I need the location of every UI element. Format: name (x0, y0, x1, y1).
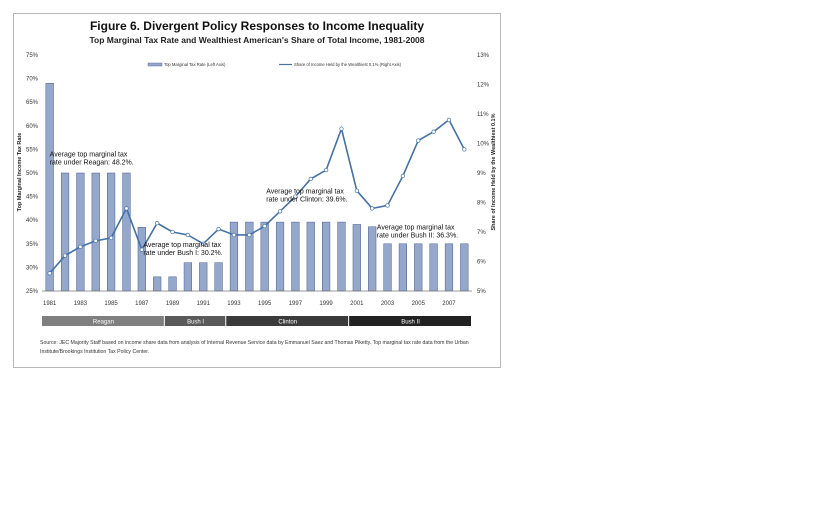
x-tick-label: 2001 (350, 301, 364, 307)
tax-rate-bar (215, 263, 223, 291)
annotation-text (266, 188, 347, 203)
tax-rate-bar (199, 263, 207, 291)
annotation-line: Average top marginal tax (376, 224, 455, 232)
x-tick-label: 1991 (196, 301, 210, 307)
income-share-point (463, 148, 467, 152)
annotation-line: rate under Reagan: 48.2%. (49, 159, 134, 167)
left-tick-label: 40% (25, 218, 38, 225)
era-label: Reagan (92, 319, 114, 326)
tax-rate-bar (460, 244, 468, 291)
era-label: Bush II (401, 319, 420, 326)
income-share-point (447, 118, 451, 122)
right-axis-title: Share of Income Held by the Wealthiest 0.1% (491, 113, 497, 231)
income-share-point (232, 233, 236, 237)
annotation-text (50, 151, 134, 166)
income-share-point (340, 127, 344, 131)
tax-rate-bar (46, 83, 54, 291)
legend-line-label: Share of Income Held by the Wealthiest 0.1% (Right Axis) (294, 62, 401, 67)
era-label: Bush I (187, 319, 205, 326)
tax-rate-bar (230, 222, 238, 291)
bar-series (46, 83, 468, 291)
x-tick-label: 1987 (135, 301, 149, 307)
x-tick-label: 2005 (411, 301, 425, 307)
right-tick-label: 7% (477, 230, 486, 236)
left-tick-label: 60% (25, 123, 38, 130)
tax-rate-bar (384, 244, 392, 291)
annotation-line: rate under Bush I: 30.2%. (143, 250, 223, 258)
income-share-point (217, 227, 221, 231)
right-tick-label: 13% (477, 53, 490, 59)
income-share-point (370, 207, 374, 211)
right-tick-label: 11% (477, 112, 489, 118)
income-share-point (324, 168, 328, 172)
income-share-point (171, 230, 175, 234)
x-tick-label: 2007 (442, 301, 456, 307)
income-share-point (432, 130, 436, 134)
tax-rate-bar (261, 222, 269, 291)
income-share-point (278, 210, 282, 214)
x-tick-label: 1997 (288, 301, 303, 307)
x-tick-label: 1983 (73, 301, 88, 307)
x-tick-label: 1993 (227, 301, 241, 307)
tax-rate-bar (169, 277, 177, 291)
x-axis (43, 301, 456, 307)
source-note: Source: JEC Majority Staff based on income share data from analysis of Internal Revenue Service data by Emmanuel Saez and Thomas Piketty. Top marginal tax rate data from the Urban Institute/Brookings Institution Tax Policy Center. (40, 340, 469, 355)
tax-rate-bar (445, 244, 453, 291)
right-tick-label: 10% (477, 141, 490, 148)
income-share-point (63, 254, 67, 258)
era-bands (42, 316, 471, 326)
left-tick-label: 45% (25, 194, 38, 201)
income-share-point (355, 189, 359, 193)
x-tick-label: 1989 (165, 301, 180, 307)
income-share-point (309, 177, 313, 181)
left-axis-title: Top Marginal Income Tax Rate (17, 132, 23, 212)
chart-subtitle: Top Marginal Tax Rate and Wealthiest American's Share of Total Income, 1981-2008 (89, 35, 425, 45)
tax-rate-bar (307, 222, 315, 291)
legend-bar-label: Top Marginal Tax Rate (Left Axis) (164, 62, 226, 67)
annotation-line: Average top marginal tax (266, 188, 344, 196)
right-tick-label: 8% (477, 200, 486, 207)
income-share-point (186, 233, 190, 237)
tax-rate-bar (414, 244, 422, 291)
x-tick-label: 1999 (319, 301, 333, 307)
tax-rate-bar (292, 222, 300, 291)
tax-rate-bar (276, 222, 284, 291)
income-share-point (125, 207, 129, 211)
tax-rate-bar (92, 173, 100, 291)
annotation-line: Average top marginal tax (143, 242, 222, 250)
right-tick-label: 12% (477, 82, 490, 89)
income-share-point (155, 221, 159, 225)
income-share-point (79, 245, 83, 249)
annotation-line: rate under Bush II: 36.3%. (376, 232, 459, 240)
tax-rate-bar (353, 224, 361, 291)
income-share-point (416, 139, 420, 143)
annotation-line: rate under Clinton: 39.6%. (266, 196, 348, 204)
left-tick-label: 75% (25, 53, 38, 59)
chart-title: Figure 6. Divergent Policy Responses to Income Inequality (89, 19, 425, 33)
right-tick-label: 6% (477, 259, 486, 266)
legend-bar-swatch (148, 63, 162, 66)
tax-rate-bar (399, 244, 407, 291)
left-axis (26, 53, 39, 295)
income-share-point (263, 224, 267, 228)
x-tick-label: 1985 (104, 301, 118, 307)
x-tick-label: 1995 (257, 301, 272, 307)
tax-rate-bar (61, 173, 69, 291)
left-tick-label: 35% (25, 241, 38, 248)
tax-rate-bar (368, 227, 376, 291)
income-share-point (248, 233, 252, 237)
income-share-point (94, 239, 98, 243)
left-tick-label: 30% (25, 265, 38, 272)
annotation-text (377, 225, 458, 240)
income-share-point (401, 174, 405, 178)
right-tick-label: 5% (477, 289, 486, 295)
legend (148, 62, 402, 67)
income-share-point (48, 272, 52, 276)
x-tick-label: 2003 (380, 301, 395, 307)
tax-rate-bar (245, 222, 253, 291)
tax-rate-bar (322, 222, 330, 291)
left-tick-label: 55% (25, 147, 38, 154)
tax-rate-bar (338, 222, 346, 291)
x-tick-label: 1981 (42, 301, 57, 307)
tax-rate-bar (184, 263, 192, 291)
tax-rate-bar (123, 173, 131, 291)
tax-rate-bar (430, 244, 438, 291)
annotation-line: Average top marginal tax (49, 151, 128, 159)
income-share-point (386, 204, 390, 208)
era-label: Clinton (278, 319, 298, 326)
right-tick-label: 9% (477, 171, 486, 177)
income-share-point (109, 236, 113, 240)
annotation-text (143, 242, 222, 257)
tax-rate-bar (138, 227, 146, 291)
left-tick-label: 50% (25, 171, 38, 177)
right-axis (477, 53, 490, 295)
tax-rate-bar (153, 277, 161, 291)
left-tick-label: 70% (25, 76, 38, 83)
left-tick-label: 65% (25, 100, 38, 107)
tax-rate-bar (77, 173, 85, 291)
left-tick-label: 25% (25, 289, 38, 295)
